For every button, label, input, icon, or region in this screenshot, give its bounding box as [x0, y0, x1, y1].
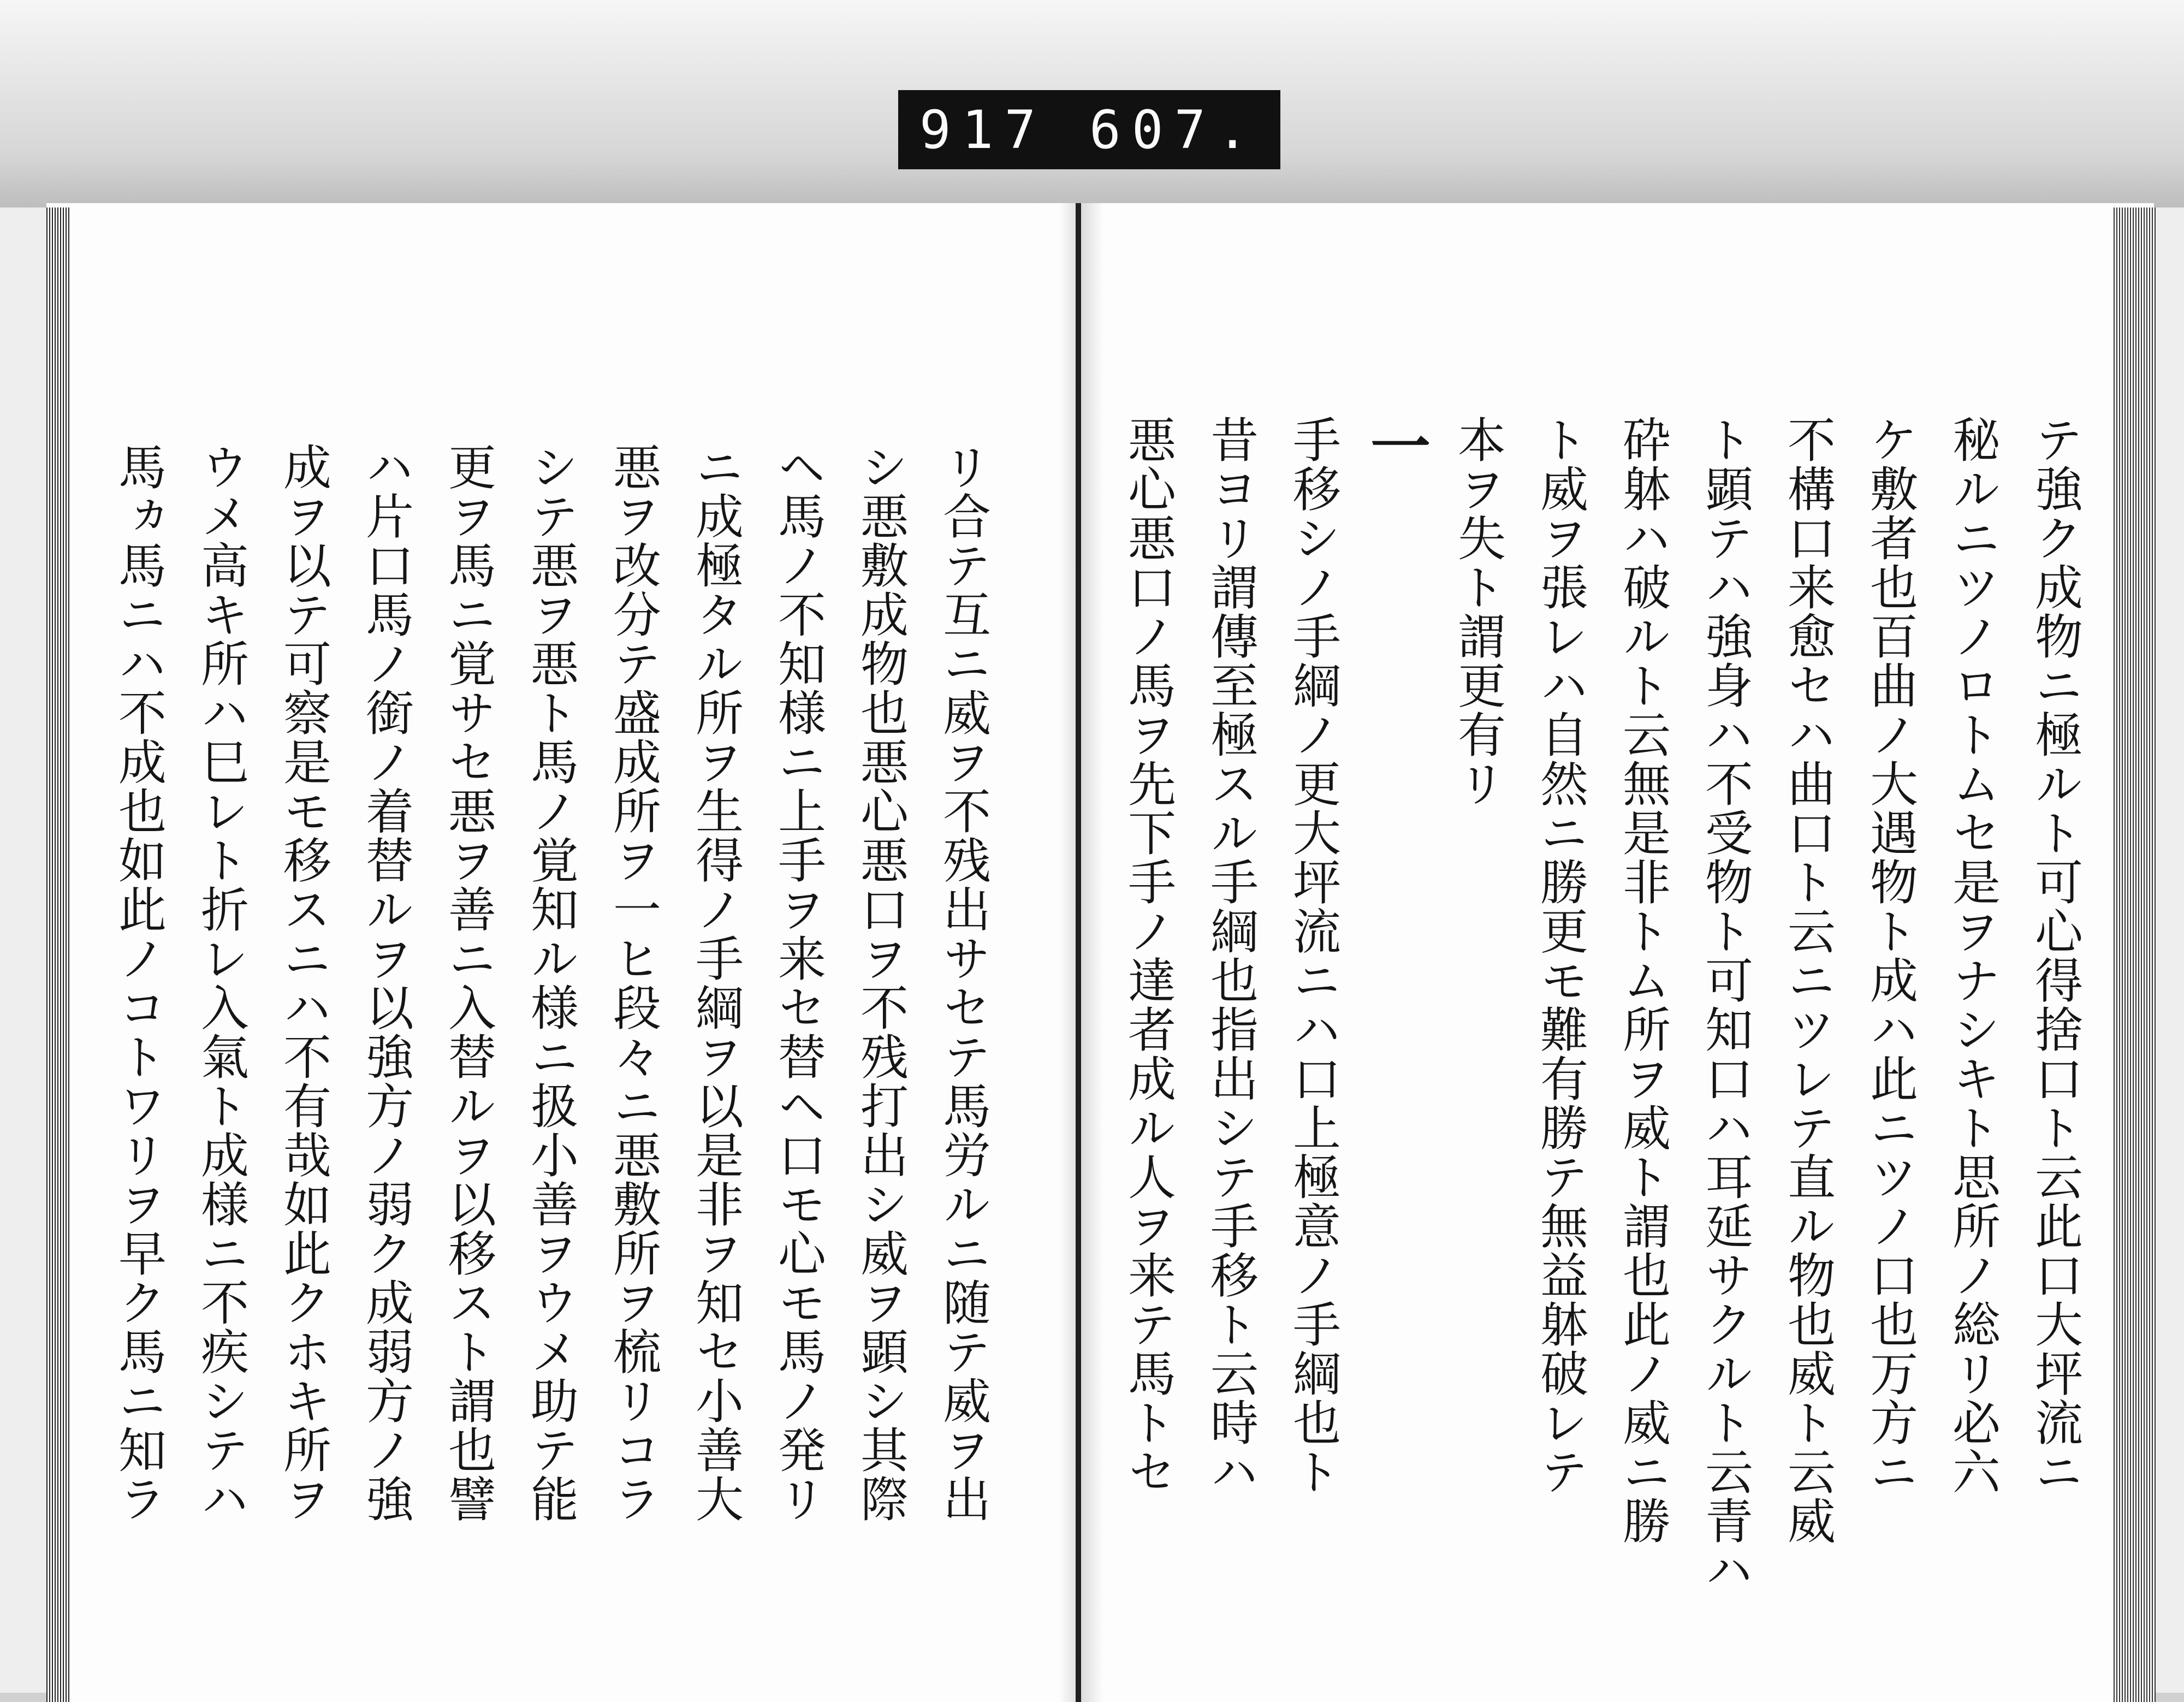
frame-number-label: [898, 90, 1280, 169]
text-column: 悪ヲ改分テ盛成所ヲ一ヒ段々ニ悪敷所ヲ梳リコラ: [606, 442, 662, 1523]
text-column: 悪心悪口ノ馬ヲ先下手ノ達者成ル人ヲ来テ馬トセ: [1120, 415, 1177, 1496]
text-column: リ合テ互ニ威ヲ不残出サセテ馬労ルニ随テ威ヲ出: [935, 442, 992, 1523]
text-column: 秘ルニツノロトムセ是ヲナシキト思所ノ総リ必六: [1945, 415, 2001, 1496]
frame-number-right: 607.: [1089, 99, 1260, 161]
text-column: 砕躰ハ破ルト云無是非トム所ヲ威ト謂也此ノ威ニ勝: [1615, 415, 1671, 1545]
text-column: シ悪敷成物也悪心悪口ヲ不残打出シ威ヲ顕シ其際: [853, 442, 909, 1523]
frame-number-left: 917: [919, 99, 1047, 161]
text-column: ウメ高キ所ハ巳レト折レ入氣ト成様ニ不疾シテハ: [193, 442, 250, 1523]
text-column: 成ヲ以テ可察是モ移スニハ不有哉如此クホキ所ヲ: [276, 442, 332, 1523]
text-column: ハ片口馬ノ銜ノ着替ルヲ以強方ノ弱ク成弱方ノ強: [358, 442, 414, 1523]
text-column: テ強ク成物ニ極ルト可心得捨口ト云此口大坪流ニ: [2027, 415, 2084, 1496]
spine-shadow: [1059, 203, 1103, 1702]
text-column: 本ヲ失ト謂更有リ: [1450, 415, 1506, 808]
text-column: 馬ヵ馬ニハ不成也如此ノコトワリヲ早ク馬ニ知ラ: [111, 442, 167, 1523]
book-spine: [1076, 203, 1081, 1702]
text-column: ケ敷者也百曲ノ大遇物ト成ハ此ニツノ口也万方ニ: [1862, 415, 1919, 1496]
text-column: 更ヲ馬ニ覚サセ悪ヲ善ニ入替ルヲ以移スト謂也譬: [441, 442, 497, 1523]
text-column: ニ成極タル所ヲ生得ノ手綱ヲ以是非ヲ知セ小善大: [688, 442, 744, 1523]
text-column: 昔ヨリ謂傳至極スル手綱也指出シテ手移ト云時ハ: [1203, 415, 1259, 1496]
text-column: ヘ馬ノ不知様ニ上手ヲ来セ替ヘ口モ心モ馬ノ発リ: [770, 442, 827, 1523]
item-marker: 一: [1361, 415, 1431, 476]
text-column: ト顕テハ強身ハ不受物ト可知口ハ耳延サクルト云青ハ: [1698, 415, 1754, 1594]
text-column: シテ悪ヲ悪ト馬ノ覚知ル様ニ扱小善ヲウメ助テ能: [523, 442, 579, 1523]
left-page-stack-edge: [46, 207, 71, 1702]
text-column: ト威ヲ張レハ自然ニ勝更モ難有勝テ無益躰破レテ: [1533, 415, 1589, 1496]
left-page-text: [87, 442, 1005, 1589]
text-column: 不構口来愈セハ曲口ト云ニツレテ直ル物也威ト云威: [1780, 415, 1836, 1545]
right-page-stack-edge: [2112, 207, 2156, 1702]
right-page-text: [1120, 415, 2097, 1594]
text-column: 手移シノ手綱ノ更大坪流ニハ口上極意ノ手綱也ト: [1285, 415, 1342, 1496]
